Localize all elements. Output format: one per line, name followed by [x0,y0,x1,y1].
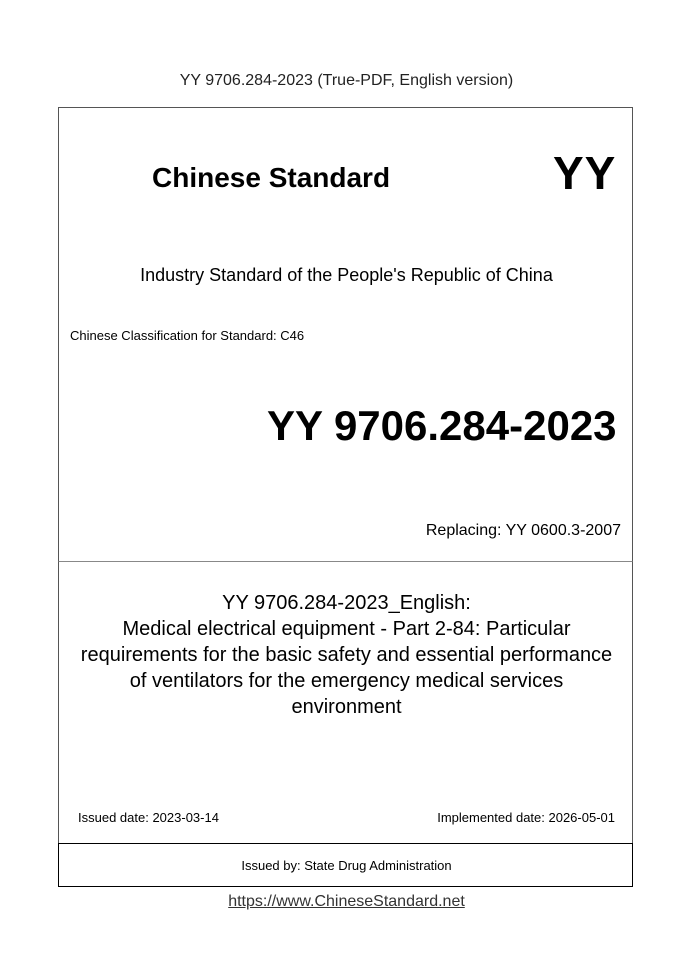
classification-line: Chinese Classification for Standard: C46 [70,328,305,343]
title-line: of ventilators for the emergency medical services [129,670,564,692]
title-line: YY 9706.284-2023_English: [222,592,471,614]
implemented-date: Implemented date: 2026-05-01 [437,810,615,825]
standard-number: YY 9706.284-2023 [267,402,617,449]
document-title [64,590,629,720]
chinese-standard-heading: Chinese Standard [152,162,391,193]
industry-standard-line: Industry Standard of the People's Republic of China [140,265,553,285]
replacing-line: Replacing: YY 0600.3-2007 [425,522,621,539]
footer-link[interactable]: https://www.ChineseStandard.net [228,893,465,910]
title-line: requirements for the basic safety and essential performance [80,644,613,666]
header-title: YY 9706.284-2023 (True-PDF, English version) [179,72,514,89]
yy-logo: YY [553,147,617,199]
issued-by: Issued by: State Drug Administration [241,858,452,873]
title-line: Medical electrical equipment - Part 2-84: Particular [122,618,571,640]
title-line: environment [291,696,402,718]
issued-date: Issued date: 2023-03-14 [78,810,219,825]
